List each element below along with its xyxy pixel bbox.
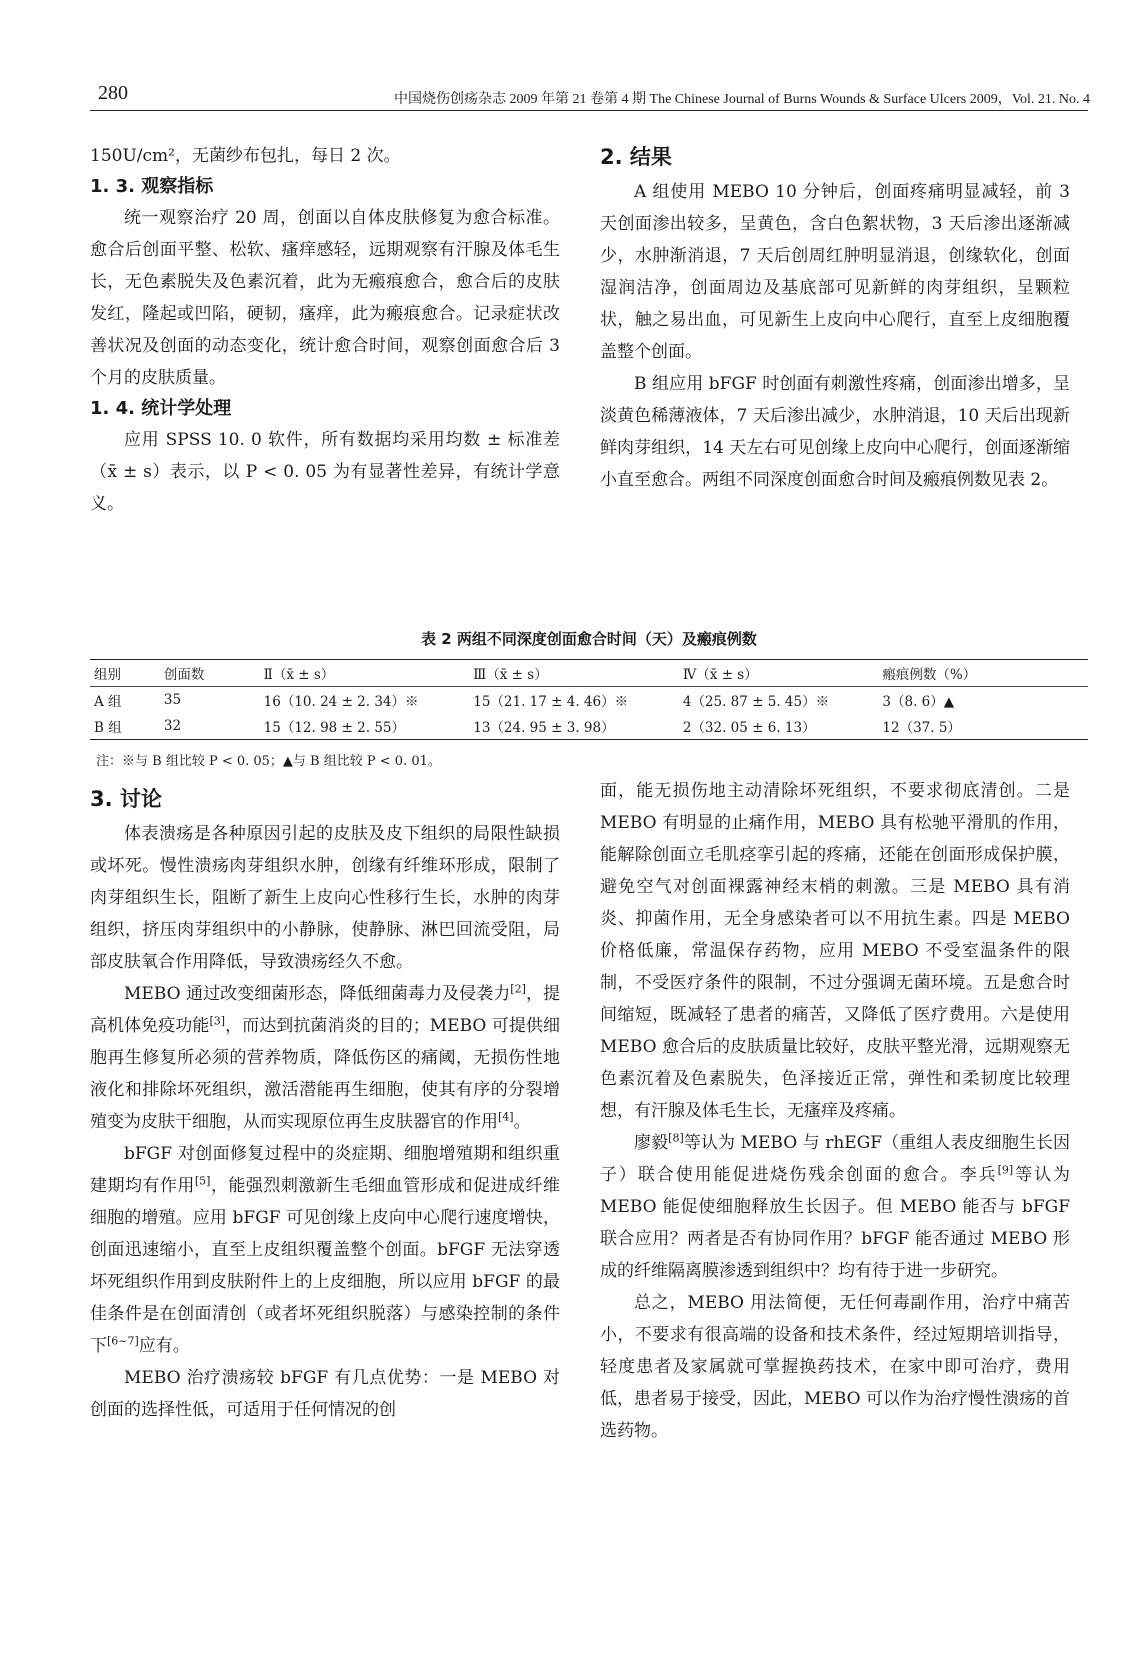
table-cell: 32 bbox=[160, 713, 260, 740]
section-heading-results: 2. 结果 bbox=[600, 145, 672, 169]
text-run: 等认为 MEBO 能促使细胞释放生长因子。但 MEBO 能否与 bFGF 联合应用？两者是否有协同作用？bFGF 能否通过 MEBO 形成的纤维隔离膜渗透到组织中？均有待于进一步研究。 bbox=[600, 1165, 1071, 1281]
table-cell: 13（24. 95 ± 3. 98） bbox=[469, 713, 679, 740]
column-bottom-right bbox=[600, 775, 1070, 1447]
data-table bbox=[90, 659, 1088, 740]
table-cell: 12（37. 5） bbox=[878, 713, 1088, 740]
discussion-paragraph-2 bbox=[90, 978, 560, 1138]
table-cell: 15（12. 98 ± 2. 55） bbox=[260, 713, 470, 740]
citation-ref: [5] bbox=[194, 1174, 211, 1188]
table-title: 表 2 两组不同深度创面愈合时间（天）及瘢痕例数 bbox=[421, 630, 757, 648]
discussion-paragraph-4: MEBO 治疗溃疡较 bFGF 有几点优势：一是 MEBO 对创面的选择性低，可适用于任何情况的创 bbox=[90, 1368, 560, 1420]
col-header-group: 组别 bbox=[90, 660, 160, 687]
table-2 bbox=[90, 628, 1088, 769]
discussion-paragraph-5: 面，能无损伤地主动清除坏死组织，不要求彻底清创。二是 MEBO 有明显的止痛作用，MEBO 具有松驰平滑肌的作用，能解除创面立毛肌痉挛引起的疼痛，还能在创面形成保护膜，避免空气对创面裸露神经末梢的刺激。三是 MEBO 具有消炎、抑菌作用，无全身感染者可以不用抗生素。四是 MEBO 价格低廉，常温保存药物，应用 MEBO 不受室温条件的限制，不受医疗条件的限制，不过分强调无菌环境。五是愈合时间缩短，既减轻了患者的痛苦，又降低了医疗费用。六是使用 MEBO 愈合后的皮肤质量比较好，皮肤平整光滑，远期观察无色素沉着及色素脱失，色泽接近正常，弹性和柔韧度比较理想，有汗腺及体毛生长，无瘙痒及疼痛。 bbox=[600, 781, 1070, 1121]
column-top-left bbox=[90, 140, 560, 520]
section-text-1-3: 统一观察治疗 20 周，创面以自体皮肤修复为愈合标准。愈合后创面平整、松软、瘙痒感轻，远期观察有汗腺及体毛生长，无色素脱失及色素沉着，此为无瘢痕愈合，愈合后的皮肤发红，隆起或凹陷，硬韧，瘙痒，此为瘢痕愈合。记录症状改善状况及创面的动态变化，统计愈合时间，观察创面愈合后 3 个月的皮肤质量。 bbox=[90, 208, 560, 388]
table-header-row bbox=[90, 660, 1088, 687]
text-run: bFGF 对创面修复过程中的炎症期、细胞增殖期和组织重建期均有作用 bbox=[90, 1144, 560, 1196]
table-cell: A 组 bbox=[94, 694, 122, 710]
text-run: 。 bbox=[513, 1112, 531, 1132]
table-cell: B 组 bbox=[90, 713, 160, 740]
col-header-scar: 瘢痕例数（%） bbox=[878, 660, 1088, 687]
col-header-degree-4: Ⅳ（x̄ ± s） bbox=[679, 660, 879, 687]
section-text-1-4: 应用 SPSS 10. 0 软件，所有数据均采用均数 ± 标准差（x̄ ± s）表示，以 P < 0. 05 为有显著性差异，有统计学意义。 bbox=[90, 430, 560, 514]
table-cell: 16（10. 24 ± 2. 34）※ bbox=[263, 694, 419, 710]
section-heading-1-4: 1. 4. 统计学处理 bbox=[90, 398, 232, 419]
col-header-degree-2: Ⅱ（x̄ ± s） bbox=[260, 660, 470, 687]
section-heading-1-3: 1. 3. 观察指标 bbox=[90, 176, 214, 197]
results-paragraph-a: A 组使用 MEBO 10 分钟后，创面疼痛明显减轻，前 3 天创面渗出较多，呈黄色，含白色絮状物，3 天后渗出逐渐减少，水肿渐消退，7 天后创周红肿明显消退，创缘软化，创面湿润洁净，创面周边及基底部可见新鲜的肉芽组织，呈颗粒状，触之易出血，可见新生上皮向中心爬行，直至上皮细胞覆盖整个创面。 bbox=[600, 182, 1070, 362]
discussion-paragraph-6 bbox=[600, 1127, 1070, 1287]
text-run: 廖毅 bbox=[634, 1133, 669, 1153]
col-header-degree-3: Ⅲ（x̄ ± s） bbox=[469, 660, 679, 687]
continued-text: 150U/cm²，无菌纱布包扎，每日 2 次。 bbox=[90, 146, 401, 166]
citation-ref: [4] bbox=[498, 1110, 514, 1124]
citation-ref: [9] bbox=[997, 1163, 1014, 1177]
citation-ref: [3] bbox=[209, 1014, 226, 1028]
discussion-paragraph-1: 体表溃疡是各种原因引起的皮肤及皮下组织的局限性缺损或坏死。慢性溃疡肉芽组织水肿，创缘有纤维环形成，限制了肉芽组织生长，阻断了新生上皮向心性移行生长，水肿的肉芽组织，挤压肉芽组织中的小静脉，使静脉、淋巴回流受阻，局部皮肤氧合作用降低，导致溃疡经久不愈。 bbox=[90, 824, 560, 972]
page-number: 280 bbox=[98, 82, 128, 104]
table-note: 注：※与 B 组比较 P < 0. 05；▲与 B 组比较 P < 0. 01。 bbox=[96, 754, 441, 769]
header-rule bbox=[90, 110, 1088, 111]
text-run: ，能强烈刺激新生毛细血管形成和促进成纤维细胞的增殖。应用 bFGF 可见创缘上皮向中心爬行速度增快，创面迅速缩小，直至上皮组织覆盖整个创面。bFGF 无法穿透坏死组织作用到皮肤附件上的上皮细胞，所以应用 bFGF 的最佳条件是在创面清创（或者坏死组织脱落）与感染控制的条件下 bbox=[90, 1176, 561, 1356]
table-row bbox=[90, 713, 1088, 740]
table-cell: 3（8. 6）▲ bbox=[882, 694, 955, 710]
text-run: ，而达到抗菌消炎的目的；MEBO 可提供细胞再生修复所必须的营养物质，降低伤区的痛阈，无损伤性地液化和排除坏死组织，激活潜能再生细胞，使其有序的分裂增殖变为皮肤干细胞，从而实现原位再生皮肤器官的作用 bbox=[90, 1016, 560, 1132]
column-top-right bbox=[600, 140, 1070, 496]
text-run: 等认为 MEBO 与 rhEGF（重组人表皮细胞生长因子）联合使用能促进烧伤残余创面的愈合。李兵 bbox=[600, 1133, 1070, 1185]
discussion-paragraph-7: 总之，MEBO 用法简便，无任何毒副作用，治疗中痛苦小，不要求有很高端的设备和技术条件，经过短期培训指导，轻度患者及家属就可掌握换药技术，在家中即可治疗，费用低，患者易于接受，因此，MEBO 可以作为治疗慢性溃疡的首选药物。 bbox=[600, 1293, 1070, 1441]
table-row bbox=[90, 687, 1088, 714]
results-paragraph-b: B 组应用 bFGF 时创面有刺激性疼痛，创面渗出增多，呈淡黄色稀薄液体，7 天后渗出减少，水肿消退，10 天后出现新鲜肉芽组织，14 天左右可见创缘上皮向中心爬行，创面逐渐缩小直至愈合。两组不同深度创面愈合时间及瘢痕例数见表 2。 bbox=[600, 374, 1070, 490]
journal-citation: 中国烧伤创疡杂志 2009 年第 21 卷第 4 期 The Chinese Journal of Burns Wounds & Surface Ulcers 2009，Vol. 21. No. 4 bbox=[394, 92, 1090, 107]
column-bottom-left bbox=[90, 782, 560, 1426]
running-header bbox=[90, 78, 1090, 110]
text-run: 应有。 bbox=[138, 1336, 190, 1356]
citation-ref: [6~7] bbox=[107, 1334, 139, 1348]
section-heading-discussion: 3. 讨论 bbox=[90, 787, 162, 811]
table-cell: 4（25. 87 ± 5. 45）※ bbox=[682, 694, 830, 710]
discussion-paragraph-3 bbox=[90, 1138, 560, 1362]
citation-ref: [2] bbox=[510, 982, 526, 996]
text-run: MEBO 通过改变细菌形态，降低细菌毒力及侵袭力 bbox=[124, 984, 511, 1004]
text-run: ，提高机体免疫功能 bbox=[90, 984, 561, 1036]
citation-ref: [8] bbox=[668, 1131, 684, 1145]
col-header-count: 创面数 bbox=[160, 660, 260, 687]
table-cell: 35 bbox=[163, 692, 182, 708]
table-cell: 15（21. 17 ± 4. 46）※ bbox=[473, 694, 629, 710]
table-cell: 2（32. 05 ± 6. 13） bbox=[679, 713, 879, 740]
